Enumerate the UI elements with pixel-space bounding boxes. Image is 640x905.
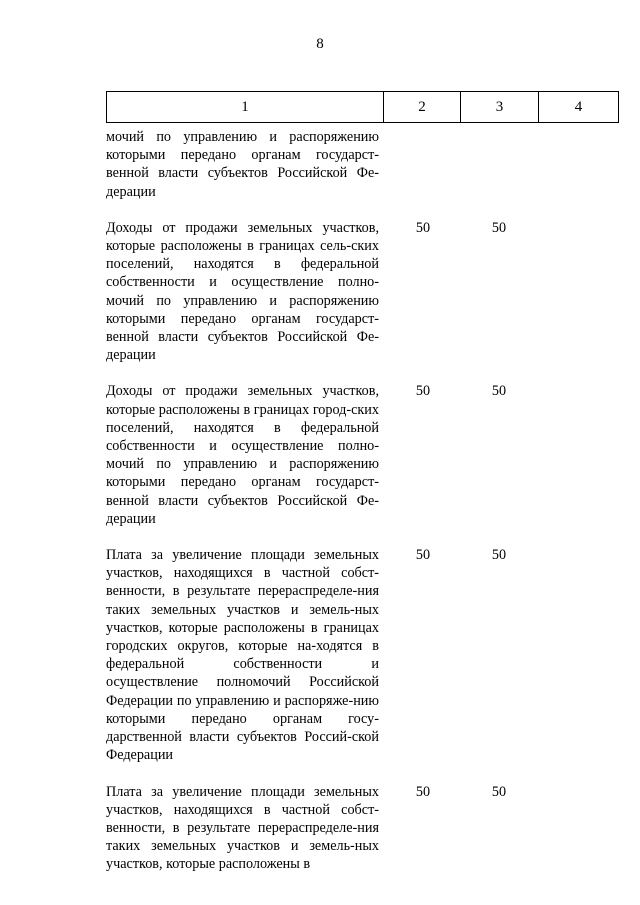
table-row [106, 219, 626, 365]
row-value-col2: 50 [415, 219, 431, 236]
column-header-4: 4 [539, 92, 619, 123]
column-header-table [106, 91, 619, 123]
row-description: Плата за увеличение площади земельных участков, находящихся в частной собст-венности, в результате перераспределе-ния таких земельных участков и земель-ных участков, которые расположены в границах городских округов, которые на-ходятся в федеральной собственности и осуществление полномочий Российской Федерации по управлению и распоряже-нию которыми передано органам госу-дарственной власти субъектов Россий-ской Федерации [106, 547, 379, 764]
row-value-col3: 50 [491, 783, 507, 800]
column-header-2: 2 [384, 92, 461, 123]
table-row [106, 546, 626, 764]
column-header-row [107, 92, 619, 123]
table-row [106, 783, 626, 874]
row-value-col3: 50 [491, 547, 507, 564]
table-row [106, 128, 626, 201]
column-header-1: 1 [107, 92, 384, 123]
row-description: Доходы от продажи земельных участков, которые расположены в границах город-ских поселений, находятся в федеральной собственности и осуществление полно-мочий по управлению и распоряжению которыми передано органам государст-венной власти субъектов Российской Фе-дерации [106, 383, 379, 527]
page-number: 8 [316, 36, 324, 52]
row-value-col2: 50 [415, 547, 431, 564]
row-value-col2: 50 [415, 383, 431, 400]
row-description: Плата за увеличение площади земельных участков, находящихся в частной собст-венности, в результате перераспределе-ния таких земельных участков и земель-ных участков, которые расположены в [106, 783, 379, 873]
row-description: мочий по управлению и распоряжению которыми передано органам государст-венной власти субъектов Российской Фе-дерации [106, 129, 379, 200]
row-description: Доходы от продажи земельных участков, которые расположены в границах сель-ских поселений, находятся в федеральной собственности и осуществление полно-мочий по управлению и распоряжению которыми передано органам государст-венной власти субъектов Российской Фе-дерации [106, 219, 379, 364]
table-body [106, 128, 626, 892]
row-value-col2: 50 [415, 783, 431, 800]
row-value-col3: 50 [491, 383, 507, 400]
column-header-3: 3 [461, 92, 539, 123]
row-value-col3: 50 [491, 219, 507, 236]
table-row [106, 382, 626, 528]
